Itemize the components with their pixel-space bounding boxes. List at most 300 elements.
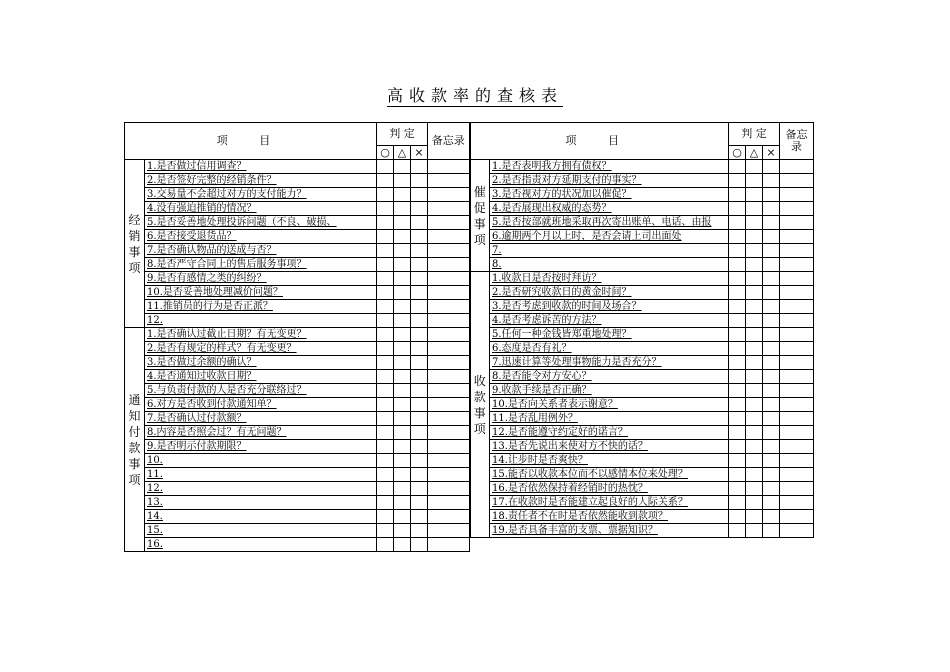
judge-triangle-cell[interactable] (394, 538, 411, 552)
check-item: 12. (145, 314, 377, 328)
judge-triangle-cell[interactable] (394, 272, 411, 286)
judge-circle-cell[interactable] (729, 202, 746, 216)
check-item: 10.是否向关系者表示谢意？ (490, 398, 729, 412)
memo-cell[interactable] (428, 216, 470, 230)
table-row (125, 286, 814, 300)
judge-cross-cell[interactable] (763, 300, 780, 314)
judge-triangle-cell[interactable] (394, 230, 411, 244)
judge-cross-cell[interactable] (763, 426, 780, 440)
memo-cell[interactable] (780, 440, 814, 454)
judge-cross-cell[interactable] (411, 258, 428, 272)
memo-cell[interactable] (780, 524, 814, 538)
judge-circle-cell[interactable] (377, 272, 394, 286)
judge-circle-cell[interactable] (377, 370, 394, 384)
table-row (125, 496, 814, 510)
judge-cross-cell[interactable] (763, 510, 780, 524)
judge-cross-cell[interactable] (411, 328, 428, 342)
table-row (125, 384, 814, 398)
judge-triangle-cell[interactable] (394, 496, 411, 510)
judge-triangle-cell[interactable] (394, 174, 411, 188)
judge-cross-cell[interactable] (411, 524, 428, 538)
page-title: 高收款率的查核表 (386, 86, 563, 105)
memo-cell[interactable] (780, 328, 814, 342)
judge-cross-cell[interactable] (411, 454, 428, 468)
memo-cell[interactable] (428, 314, 470, 328)
judge-circle-cell[interactable] (377, 510, 394, 524)
judge-cross-cell[interactable] (763, 188, 780, 202)
memo-cell[interactable] (428, 244, 470, 258)
memo-cell[interactable] (428, 174, 470, 188)
check-item: 1.是否表明我方拥有债权？ (490, 160, 729, 174)
judge-circle-cell[interactable] (729, 426, 746, 440)
memo-cell[interactable] (428, 230, 470, 244)
memo-cell[interactable] (428, 188, 470, 202)
judge-cross-cell[interactable] (763, 496, 780, 510)
judge-circle-cell[interactable] (377, 482, 394, 496)
judge-circle-cell[interactable] (729, 230, 746, 244)
table-row (125, 300, 814, 314)
judge-cross-cell[interactable] (411, 468, 428, 482)
check-item: 14. (145, 510, 377, 524)
judge-circle-cell[interactable] (729, 174, 746, 188)
judge-triangle-cell[interactable] (394, 426, 411, 440)
memo-cell[interactable] (780, 300, 814, 314)
check-item: 5.任何一种金钱皆郑重地处理？ (490, 328, 729, 342)
judge-triangle-cell[interactable] (746, 230, 763, 244)
check-item: 6.对方是否收到付款通知单？ (145, 398, 377, 412)
judge-circle-cell[interactable] (377, 230, 394, 244)
memo-cell[interactable] (428, 440, 470, 454)
judge-cross-cell[interactable] (763, 286, 780, 300)
judge-circle-cell[interactable] (729, 524, 746, 538)
judge-cross-cell[interactable] (411, 314, 428, 328)
judge-triangle-cell[interactable] (746, 174, 763, 188)
check-item: 7. (490, 244, 729, 258)
judge-cross-cell[interactable] (411, 384, 428, 398)
judge-triangle-cell[interactable] (746, 440, 763, 454)
memo-cell[interactable] (780, 216, 814, 230)
memo-cell[interactable] (780, 272, 814, 286)
category-label: 催促事项 (470, 160, 490, 272)
judge-circle-cell[interactable] (729, 482, 746, 496)
memo-cell[interactable] (428, 468, 470, 482)
table-row (125, 258, 814, 272)
judge-triangle-cell[interactable] (746, 202, 763, 216)
check-item: 2.是否研究收款日的黄金时间？ (490, 286, 729, 300)
memo-cell[interactable] (428, 258, 470, 272)
check-item: 8. (490, 258, 729, 272)
table-row (125, 356, 814, 370)
judge-cross-cell[interactable] (763, 216, 780, 230)
judge-cross-cell[interactable] (763, 160, 780, 174)
memo-cell[interactable] (428, 300, 470, 314)
cross-icon: × (411, 146, 428, 160)
judge-circle-cell[interactable] (377, 216, 394, 230)
judge-circle-cell[interactable] (377, 328, 394, 342)
judge-cross-cell[interactable] (763, 468, 780, 482)
memo-cell[interactable] (428, 482, 470, 496)
memo-cell[interactable] (428, 356, 470, 370)
judge-cross-cell[interactable] (411, 496, 428, 510)
check-item: 17.在收款时是否能建立起良好的人际关系？ (490, 496, 729, 510)
judge-circle-cell[interactable] (377, 398, 394, 412)
table-row (125, 328, 814, 342)
judge-circle-cell[interactable] (377, 426, 394, 440)
judge-cross-cell[interactable] (411, 342, 428, 356)
judge-circle-cell[interactable] (377, 538, 394, 552)
check-table (124, 122, 814, 552)
judge-triangle-cell[interactable] (394, 188, 411, 202)
memo-cell[interactable] (780, 342, 814, 356)
memo-cell[interactable] (428, 412, 470, 426)
header-memo: 备忘录 (428, 123, 470, 160)
judge-circle-cell[interactable] (377, 188, 394, 202)
judge-triangle-cell[interactable] (746, 328, 763, 342)
judge-triangle-cell[interactable] (746, 314, 763, 328)
memo-cell[interactable] (428, 496, 470, 510)
judge-cross-cell[interactable] (411, 510, 428, 524)
judge-triangle-cell[interactable] (394, 356, 411, 370)
judge-triangle-cell[interactable] (746, 216, 763, 230)
check-item: 7.迅速计算等处理事物能力是否充分？ (490, 356, 729, 370)
judge-circle-cell[interactable] (377, 244, 394, 258)
memo-cell[interactable] (780, 314, 814, 328)
table-row (125, 510, 814, 524)
memo-cell[interactable] (428, 510, 470, 524)
judge-triangle-cell[interactable] (394, 300, 411, 314)
judge-cross-cell[interactable] (763, 174, 780, 188)
check-item: 19.是否具备丰富的支票、票据知识？ (490, 524, 729, 538)
judge-circle-cell[interactable] (729, 286, 746, 300)
memo-cell[interactable] (780, 188, 814, 202)
table-row (125, 342, 814, 356)
judge-triangle-cell[interactable] (394, 244, 411, 258)
judge-cross-cell[interactable] (411, 356, 428, 370)
judge-triangle-cell[interactable] (394, 482, 411, 496)
judge-cross-cell[interactable] (763, 230, 780, 244)
memo-cell[interactable] (780, 356, 814, 370)
judge-circle-cell[interactable] (729, 356, 746, 370)
check-item: 11.推销员的行为是否正派？ (145, 300, 377, 314)
memo-cell[interactable] (428, 202, 470, 216)
memo-cell[interactable] (780, 174, 814, 188)
check-item: 10.是否妥善地处理减价问题？ (145, 286, 377, 300)
judge-circle-cell[interactable] (729, 496, 746, 510)
judge-circle-cell[interactable] (729, 468, 746, 482)
judge-circle-cell[interactable] (377, 412, 394, 426)
check-item: 4.是否通知过收款日期？ (145, 370, 377, 384)
judge-cross-cell[interactable] (411, 300, 428, 314)
memo-cell[interactable] (780, 510, 814, 524)
table-row (125, 314, 814, 328)
check-item: 8.内容是否照会过？有无问题？ (145, 426, 377, 440)
judge-circle-cell[interactable] (729, 300, 746, 314)
judge-triangle-cell[interactable] (746, 426, 763, 440)
memo-cell[interactable] (428, 160, 470, 174)
judge-circle-cell[interactable] (377, 384, 394, 398)
memo-cell[interactable] (428, 384, 470, 398)
judge-cross-cell[interactable] (763, 356, 780, 370)
category-label: 收款事项 (470, 272, 490, 538)
judge-cross-cell[interactable] (411, 216, 428, 230)
judge-cross-cell[interactable] (411, 440, 428, 454)
judge-triangle-cell[interactable] (394, 202, 411, 216)
judge-triangle-cell[interactable] (746, 258, 763, 272)
judge-circle-cell[interactable] (377, 342, 394, 356)
header-item: 项 目 (470, 123, 729, 160)
memo-cell[interactable] (428, 524, 470, 538)
category-label: 经销事项 (125, 160, 145, 328)
judge-cross-cell[interactable] (763, 384, 780, 398)
check-item: 3.交易量不会超过对方的支付能力？ (145, 188, 377, 202)
judge-circle-cell[interactable] (729, 398, 746, 412)
check-item: 1.是否做过信用调查？ (145, 160, 377, 174)
memo-cell[interactable] (428, 370, 470, 384)
judge-triangle-cell[interactable] (746, 188, 763, 202)
judge-circle-cell[interactable] (729, 384, 746, 398)
judge-circle-cell[interactable] (377, 440, 394, 454)
judge-cross-cell[interactable] (763, 244, 780, 258)
memo-cell[interactable] (780, 202, 814, 216)
judge-circle-cell[interactable] (729, 342, 746, 356)
judge-circle-cell[interactable] (729, 258, 746, 272)
judge-cross-cell[interactable] (411, 412, 428, 426)
judge-circle-cell[interactable] (729, 510, 746, 524)
judge-cross-cell[interactable] (411, 286, 428, 300)
check-item: 1.收款日是否按时拜访？ (490, 272, 729, 286)
judge-triangle-cell[interactable] (394, 342, 411, 356)
judge-triangle-cell[interactable] (746, 286, 763, 300)
judge-cross-cell[interactable] (763, 202, 780, 216)
judge-cross-cell[interactable] (763, 342, 780, 356)
judge-cross-cell[interactable] (763, 314, 780, 328)
table-row (125, 482, 814, 496)
judge-triangle-cell[interactable] (746, 342, 763, 356)
judge-cross-cell[interactable] (411, 426, 428, 440)
table-row (125, 440, 814, 454)
judge-circle-cell[interactable] (377, 454, 394, 468)
check-item: 14.让步时是否爽快？ (490, 454, 729, 468)
check-item: 1.是否确认过截止日期？有无变更？ (145, 328, 377, 342)
judge-triangle-cell[interactable] (394, 258, 411, 272)
check-item: 6.态度是否有礼？ (490, 342, 729, 356)
check-item: 4.是否考虑诉苦的方法？ (490, 314, 729, 328)
judge-cross-cell[interactable] (411, 398, 428, 412)
judge-circle-cell[interactable] (729, 370, 746, 384)
check-item: 16.是否依然保持着经销时的热忱？ (490, 482, 729, 496)
judge-triangle-cell[interactable] (746, 454, 763, 468)
memo-cell[interactable] (780, 482, 814, 496)
judge-circle-cell[interactable] (729, 454, 746, 468)
judge-circle-cell[interactable] (377, 524, 394, 538)
check-item: 5.与负责付款的人是否充分联络过？ (145, 384, 377, 398)
judge-cross-cell[interactable] (411, 370, 428, 384)
judge-circle-cell[interactable] (729, 272, 746, 286)
judge-circle-cell[interactable] (377, 202, 394, 216)
judge-triangle-cell[interactable] (394, 370, 411, 384)
judge-circle-cell[interactable] (377, 174, 394, 188)
judge-cross-cell[interactable] (763, 398, 780, 412)
judge-triangle-cell[interactable] (746, 510, 763, 524)
check-item: 6.是否接受退货品？ (145, 230, 377, 244)
judge-triangle-cell[interactable] (746, 468, 763, 482)
judge-cross-cell[interactable] (763, 440, 780, 454)
circle-icon: ○ (729, 146, 746, 160)
judge-triangle-cell[interactable] (394, 314, 411, 328)
judge-cross-cell[interactable] (763, 482, 780, 496)
memo-cell[interactable] (780, 496, 814, 510)
judge-cross-cell[interactable] (763, 524, 780, 538)
table-row (125, 468, 814, 482)
judge-cross-cell[interactable] (411, 272, 428, 286)
check-item: 7.是否确认物品的送成与否？ (145, 244, 377, 258)
judge-triangle-cell[interactable] (394, 286, 411, 300)
check-item: 2.是否签好完整的经销条件？ (145, 174, 377, 188)
table-row (125, 160, 814, 174)
judge-circle-cell[interactable] (377, 160, 394, 174)
memo-cell[interactable] (428, 538, 470, 552)
judge-cross-cell[interactable] (411, 244, 428, 258)
judge-triangle-cell[interactable] (394, 510, 411, 524)
judge-triangle-cell[interactable] (394, 328, 411, 342)
judge-triangle-cell[interactable] (746, 412, 763, 426)
judge-triangle-cell[interactable] (394, 160, 411, 174)
memo-cell[interactable] (428, 398, 470, 412)
judge-cross-cell[interactable] (763, 412, 780, 426)
judge-triangle-cell[interactable] (394, 398, 411, 412)
judge-triangle-cell[interactable] (394, 524, 411, 538)
judge-triangle-cell[interactable] (746, 244, 763, 258)
memo-cell[interactable] (780, 454, 814, 468)
table-row (125, 202, 814, 216)
judge-cross-cell[interactable] (763, 454, 780, 468)
judge-circle-cell[interactable] (377, 496, 394, 510)
circle-icon: ○ (377, 146, 394, 160)
judge-cross-cell[interactable] (411, 538, 428, 552)
judge-triangle-cell[interactable] (394, 468, 411, 482)
judge-circle-cell[interactable] (377, 286, 394, 300)
table-row (125, 398, 814, 412)
judge-circle-cell[interactable] (729, 328, 746, 342)
judge-circle-cell[interactable] (729, 188, 746, 202)
memo-cell[interactable] (780, 412, 814, 426)
judge-circle-cell[interactable] (377, 468, 394, 482)
judge-cross-cell[interactable] (411, 202, 428, 216)
judge-triangle-cell[interactable] (746, 398, 763, 412)
judge-triangle-cell[interactable] (394, 454, 411, 468)
memo-cell[interactable] (780, 160, 814, 174)
header-judge: 判 定 (377, 123, 428, 146)
table-row (125, 216, 814, 230)
judge-triangle-cell[interactable] (746, 496, 763, 510)
table-row (125, 426, 814, 440)
judge-cross-cell[interactable] (411, 160, 428, 174)
check-item: 4.没有强迫推销的情况？ (145, 202, 377, 216)
check-item: 9.是否明示付款期限？ (145, 440, 377, 454)
memo-cell[interactable] (428, 342, 470, 356)
check-item: 7.是否确认过付款额？ (145, 412, 377, 426)
judge-cross-cell[interactable] (763, 272, 780, 286)
judge-circle-cell[interactable] (729, 216, 746, 230)
judge-triangle-cell[interactable] (746, 384, 763, 398)
table-row (125, 188, 814, 202)
header-memo: 备忘录 (780, 123, 814, 160)
judge-circle-cell[interactable] (729, 160, 746, 174)
memo-cell[interactable] (780, 384, 814, 398)
judge-triangle-cell[interactable] (394, 384, 411, 398)
triangle-icon: △ (746, 146, 763, 160)
check-item: 18.责任者不在时是否依然能收到款项？ (490, 510, 729, 524)
judge-triangle-cell[interactable] (746, 524, 763, 538)
judge-circle-cell[interactable] (729, 314, 746, 328)
table-row (125, 412, 814, 426)
judge-triangle-cell[interactable] (746, 300, 763, 314)
judge-circle-cell[interactable] (377, 356, 394, 370)
judge-triangle-cell[interactable] (746, 160, 763, 174)
table-row (125, 244, 814, 258)
check-item: 3.是否做过余额的确认？ (145, 356, 377, 370)
check-item: 12. (145, 482, 377, 496)
memo-cell[interactable] (780, 398, 814, 412)
judge-cross-cell[interactable] (411, 188, 428, 202)
judge-circle-cell[interactable] (729, 440, 746, 454)
judge-triangle-cell[interactable] (746, 482, 763, 496)
judge-circle-cell[interactable] (729, 244, 746, 258)
judge-cross-cell[interactable] (411, 174, 428, 188)
judge-cross-cell[interactable] (411, 230, 428, 244)
table-row (125, 454, 814, 468)
check-item: 9.是否有感情之类的纠纷？ (145, 272, 377, 286)
memo-cell[interactable] (428, 426, 470, 440)
check-item: 8.是否能令对方安心？ (490, 370, 729, 384)
memo-cell[interactable] (428, 454, 470, 468)
memo-cell[interactable] (780, 244, 814, 258)
judge-circle-cell[interactable] (377, 300, 394, 314)
category-label: 通知付款事项 (125, 328, 145, 552)
judge-triangle-cell[interactable] (746, 370, 763, 384)
judge-triangle-cell[interactable] (394, 412, 411, 426)
memo-cell[interactable] (780, 286, 814, 300)
judge-circle-cell[interactable] (377, 314, 394, 328)
check-item: 6.逾期两个月以上时，是否会请上司出面处 (490, 230, 729, 244)
check-item: 2.是否有规定的样式？有无变更？ (145, 342, 377, 356)
judge-cross-cell[interactable] (763, 328, 780, 342)
judge-triangle-cell[interactable] (394, 440, 411, 454)
judge-circle-cell[interactable] (377, 258, 394, 272)
memo-cell[interactable] (780, 370, 814, 384)
check-item: 11.是否乱用例外？ (490, 412, 729, 426)
judge-cross-cell[interactable] (763, 370, 780, 384)
check-item: 13.是否先说出来使对方不快的话？ (490, 440, 729, 454)
check-item: 5.是否按部就班地采取再次寄出账单、电话、由报 (490, 216, 729, 230)
memo-cell[interactable] (780, 258, 814, 272)
memo-cell[interactable] (428, 286, 470, 300)
memo-cell[interactable] (428, 328, 470, 342)
judge-triangle-cell[interactable] (746, 272, 763, 286)
memo-cell[interactable] (428, 272, 470, 286)
judge-cross-cell[interactable] (763, 258, 780, 272)
judge-triangle-cell[interactable] (746, 356, 763, 370)
memo-cell[interactable] (780, 426, 814, 440)
judge-cross-cell[interactable] (411, 482, 428, 496)
judge-circle-cell[interactable] (729, 412, 746, 426)
header-item: 项 目 (125, 123, 377, 160)
check-item: 4.是否展现出权威的态势？ (490, 202, 729, 216)
memo-cell[interactable] (780, 468, 814, 482)
check-item: 12.是否能遵守约定好的诺言？ (490, 426, 729, 440)
judge-triangle-cell[interactable] (394, 216, 411, 230)
memo-cell[interactable] (780, 230, 814, 244)
